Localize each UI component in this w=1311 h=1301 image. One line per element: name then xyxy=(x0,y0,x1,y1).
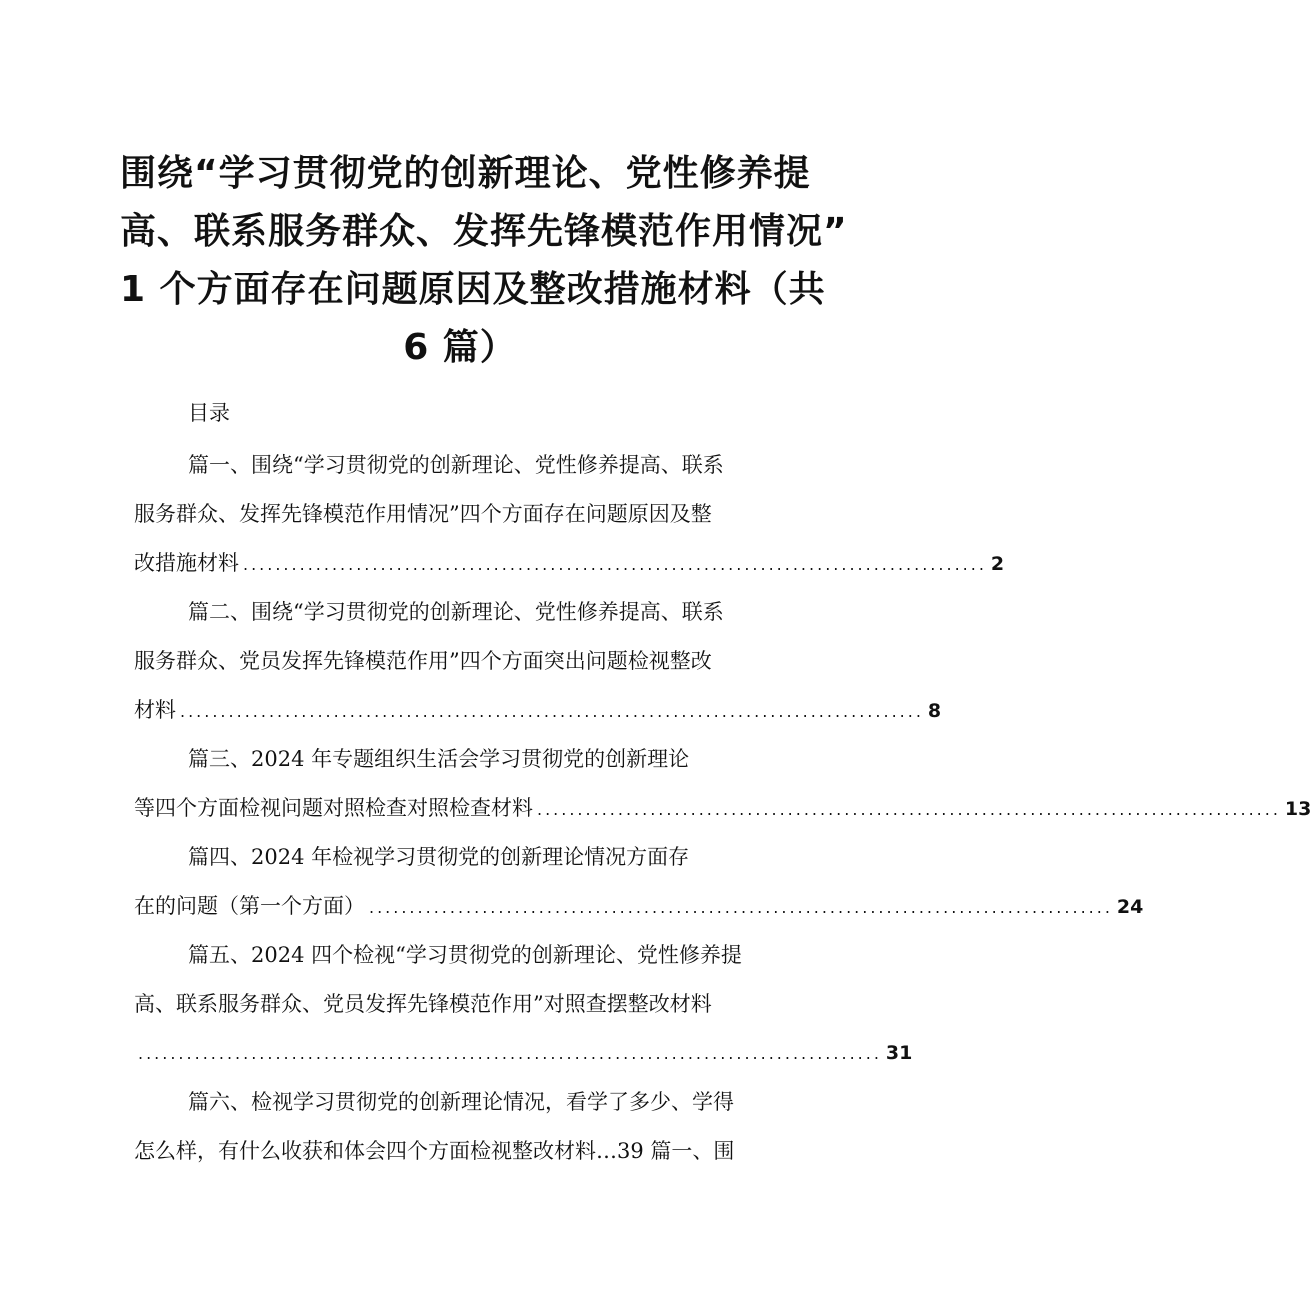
toc-heading: 目录 xyxy=(188,401,230,425)
title-line-2: 高、联系服务群众、发挥先锋模范作用情况” xyxy=(120,211,848,252)
toc-entry-line: 篇四、2024 年检视学习贯彻党的创新理论情况方面存 xyxy=(188,845,690,869)
toc-entry-line: 高、联系服务群众、党员发挥先锋模范作用”对照查摆整改材料 xyxy=(134,992,712,1016)
toc-entry-last-text: 在的问题（第一个方面） xyxy=(134,894,365,918)
dot-leader: ............................................................................................ xyxy=(369,898,1113,917)
toc-entry-leader-row xyxy=(134,1029,913,1078)
dot-leader: ............................................................................................ xyxy=(537,800,1281,819)
toc-entry-line: 篇二、围绕“学习贯彻党的创新理论、党性修养提高、联系 xyxy=(188,600,724,624)
toc-entry-4[interactable] xyxy=(134,833,1144,931)
toc-entry-line: 服务群众、发挥先锋模范作用情况”四个方面存在问题原因及整 xyxy=(134,502,712,526)
toc-entry-line: 怎么样，有什么收获和体会四个方面检视整改材料…39 篇一、围 xyxy=(134,1139,735,1163)
toc-page-number: 31 xyxy=(885,1042,913,1064)
toc-entry-last-text: 改措施材料 xyxy=(134,551,239,575)
toc-entry-line: 篇六、检视学习贯彻党的创新理论情况，看学了多少、学得 xyxy=(188,1090,734,1114)
title-line-3: 1 个方面存在问题原因及整改措施材料（共 xyxy=(120,269,826,310)
toc-entry-line: 篇五、2024 四个检视“学习贯彻党的创新理论、党性修养提 xyxy=(188,943,742,967)
dot-leader: ............................................................................................ xyxy=(243,555,987,574)
dot-leader: ............................................................................................ xyxy=(180,702,924,721)
toc-page-number: 13 xyxy=(1284,798,1311,820)
toc-entry-line: 篇三、2024 年专题组织生活会学习贯彻党的创新理论 xyxy=(188,747,690,771)
toc-entry-last-text: 等四个方面检视问题对照检查对照检查材料 xyxy=(134,796,533,820)
toc-entry-last-text: 材料 xyxy=(134,698,176,722)
toc-entry-5[interactable] xyxy=(134,931,913,1078)
toc-page-number: 24 xyxy=(1116,896,1144,918)
toc-entry-leader-row xyxy=(134,539,1005,588)
title-line-4: 6 篇） xyxy=(403,327,517,368)
toc-entry-2[interactable] xyxy=(134,588,942,735)
dot-leader: ............................................................................................ xyxy=(138,1044,882,1063)
toc-page-number: 8 xyxy=(927,700,942,722)
toc-entry-leader-row xyxy=(134,882,1144,931)
toc-page-number: 2 xyxy=(990,553,1005,575)
toc-entry-line: 服务群众、党员发挥先锋模范作用”四个方面突出问题检视整改 xyxy=(134,649,712,673)
toc-entry-line: 篇一、围绕“学习贯彻党的创新理论、党性修养提高、联系 xyxy=(188,453,724,477)
toc-entry-1[interactable] xyxy=(134,441,1005,588)
toc-entry-leader-row xyxy=(134,686,942,735)
toc-entry-leader-row xyxy=(134,784,1311,833)
toc-entry-3[interactable] xyxy=(134,735,1311,833)
document-title xyxy=(120,145,848,377)
title-line-1: 围绕“学习贯彻党的创新理论、党性修养提 xyxy=(120,153,811,194)
toc-entry-6[interactable] xyxy=(134,1078,790,1176)
